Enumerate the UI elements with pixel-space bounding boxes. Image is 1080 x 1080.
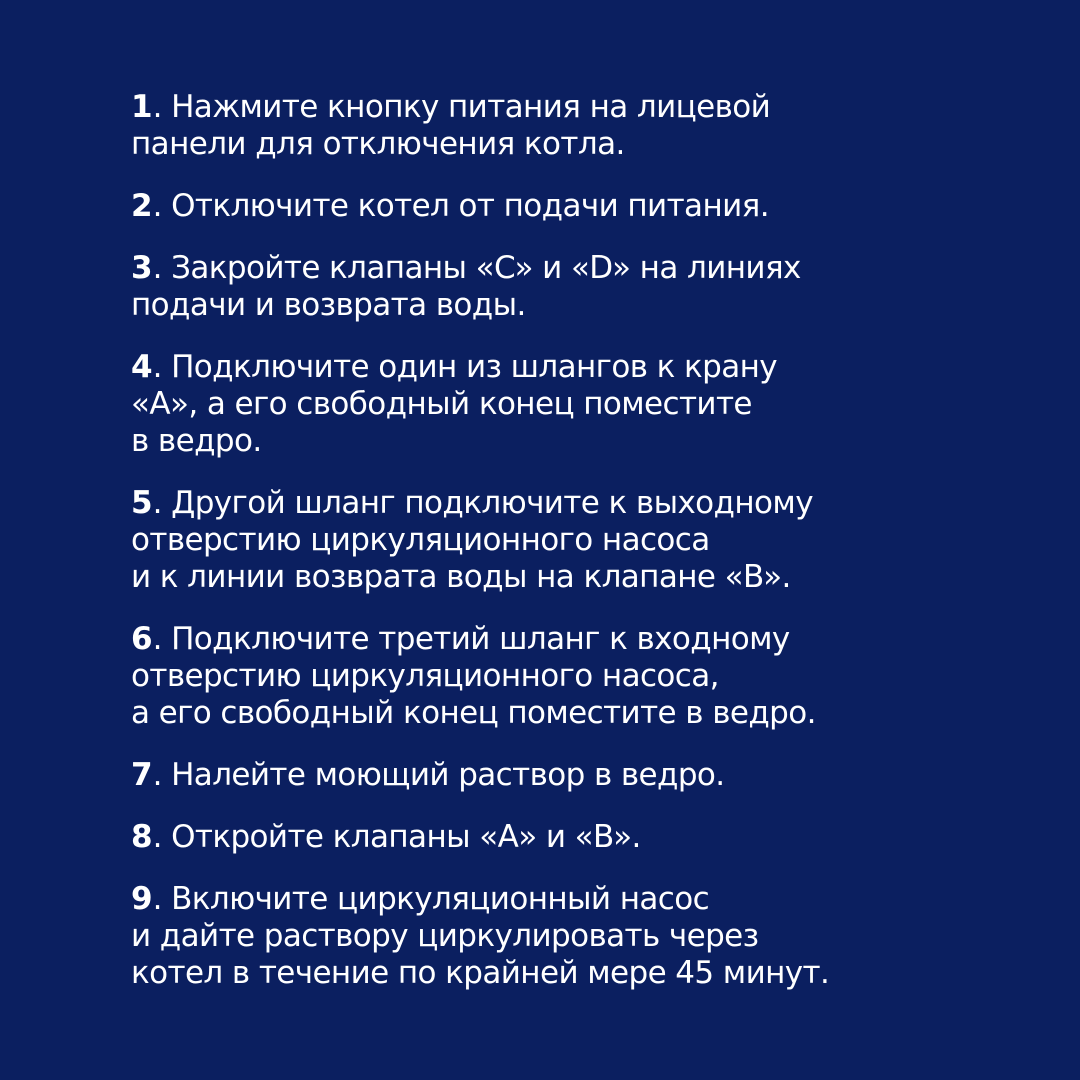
step-line: а его свободный конец поместите в ведро. [131, 695, 816, 731]
step-number: 8 [131, 819, 153, 855]
step-3 [131, 250, 1051, 324]
step-5 [131, 485, 1051, 596]
step-line: отверстию циркуляционного насоса [131, 522, 710, 558]
step-text: . Отключите котел от подачи питания. [152, 188, 769, 224]
step-6 [131, 621, 1051, 732]
step-line [131, 89, 1051, 126]
step-8 [131, 819, 1051, 856]
step-text: . Включите циркуляционный насос [152, 881, 710, 917]
step-line: панели для отключения котла. [131, 126, 625, 162]
step-text: . Другой шланг подключите к выходному [152, 485, 813, 521]
step-number: 5 [131, 485, 153, 521]
step-2 [131, 188, 1051, 225]
step-line: котел в течение по крайней мере 45 минут. [131, 955, 830, 991]
step-line: в ведро. [131, 423, 262, 459]
step-number: 6 [131, 621, 153, 657]
step-number: 4 [131, 349, 153, 385]
step-line [131, 757, 1051, 794]
step-text: . Закройте клапаны «C» и «D» на линиях [152, 250, 801, 286]
step-text: . Нажмите кнопку питания на лицевой [152, 89, 771, 125]
step-line: подачи и возврата воды. [131, 287, 526, 323]
step-number: 7 [131, 757, 153, 793]
step-line [131, 819, 1051, 856]
step-line [131, 881, 1051, 918]
step-line [131, 349, 1051, 386]
step-text: . Подключите один из шлангов к крану [152, 349, 778, 385]
step-line: «A», а его свободный конец поместите [131, 386, 752, 422]
step-text: . Подключите третий шланг к входному [152, 621, 790, 657]
step-line [131, 250, 1051, 287]
step-number: 3 [131, 250, 153, 286]
step-line [131, 621, 1051, 658]
step-7 [131, 757, 1051, 794]
step-number: 9 [131, 881, 153, 917]
step-line: и дайте раствору циркулировать через [131, 918, 759, 954]
step-text: . Откройте клапаны «A» и «B». [152, 819, 641, 855]
step-line [131, 188, 1051, 225]
step-1 [131, 89, 1051, 163]
step-number: 1 [131, 89, 153, 125]
step-number: 2 [131, 188, 153, 224]
step-line [131, 485, 1051, 522]
step-9 [131, 881, 1051, 992]
step-line: и к линии возврата воды на клапане «B». [131, 559, 791, 595]
step-line: отверстию циркуляционного насоса, [131, 658, 719, 694]
step-text: . Налейте моющий раствор в ведро. [152, 757, 725, 793]
step-4 [131, 349, 1051, 460]
steps-list [131, 89, 1051, 1017]
